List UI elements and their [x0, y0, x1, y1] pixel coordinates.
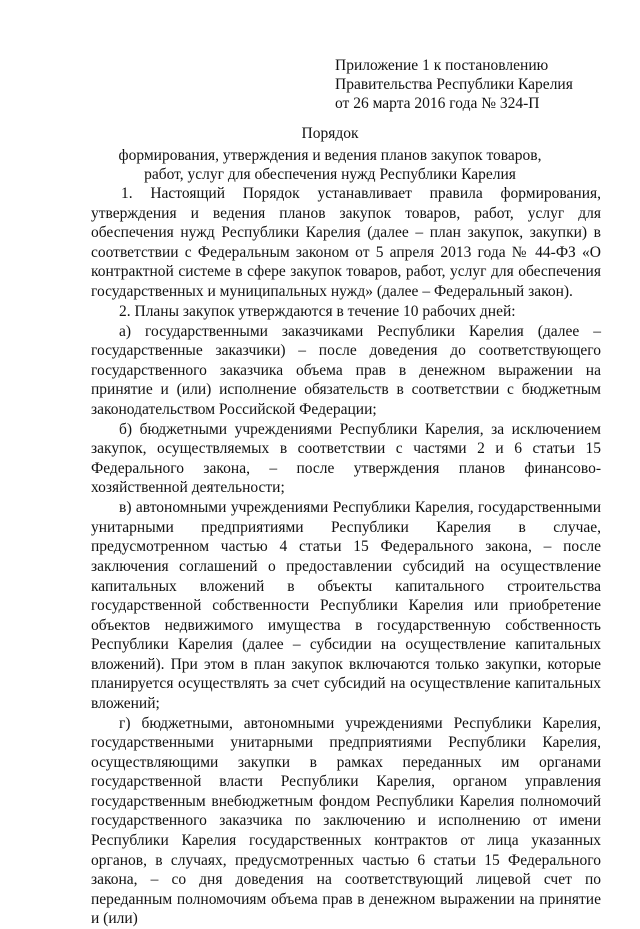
paragraph-2g: г) бюджетными, автономными учреждениями Республики Карелия, государственными унитарными предприятиями Республики Карелия, осуществляющими закупки в рамках переданных им органами государственной власти Республики Карелия, органом управления государственным внебюджетным фондом Республики Карелия полномочий государственного заказчика по заключению и исполнению от имени Республики Карелия государственных контрактов от лица указанных органов, в случаях, предусмотренных частью 6 статьи 15 Федерального закона, – со дня доведения на соответствующий лицевой счет по переданным полномочиям объема прав в денежном выражении на принятие и (или) — [91, 714, 601, 928]
paragraph-2: 2. Планы закупок утверждаются в течение 10 рабочих дней: — [119, 302, 516, 320]
paragraph-2a: а) государственными заказчиками Республики Карелия (далее – государственные заказчики) – после доведения до соответствующего государственного заказчика объема прав в денежном выражении на принятие и (или) исполнение обязательств в соответствии с бюджетным законодательством Российской Федерации; — [91, 322, 601, 418]
header-line-date: от 26 марта 2016 года № 324-П — [335, 95, 540, 112]
title-line-1: формирования, утверждения и ведения планов закупок товаров, — [118, 147, 542, 164]
paragraph-2v: в) автономными учреждениями Республики Карелия, государственными унитарными предприятиями Республики Карелия в случае, предусмотренном частью 4 статьи 15 Федерального закона, – после заключения соглашений о предоставлении субсидий на осуществление капитальных вложений в объекты капитального строительства государственной собственности Республики Карелия или приобретение объектов недвижимого имущества в государственную собственность Республики Карелия (далее – субсидии на осуществление капитальных вложений). При этом в план закупок включаются только закупки, которые планируется осуществлять за счет субсидий на осуществление капитальных вложений; — [91, 499, 601, 712]
paragraph-2b: б) бюджетными учреждениями Республики Карелия, за исключением закупок, осуществляемых в соответствии с частями 2 и 6 статьи 15 Федерального закона, – после утверждения планов финансово-хозяйственной деятельности; — [91, 420, 601, 497]
title-line-2: работ, услуг для обеспечения нужд Республики Карелия — [144, 166, 516, 183]
paragraph-1: 1. Настоящий Порядок устанавливает правила формирования, утверждения и ведения планов закупок товаров, работ, услуг для обеспечения нужд Республики Карелия (далее – план закупок, закупки) в соответствии с Федеральным законом от 5 апреля 2013 года № 44-ФЗ «О контрактной системе в сфере закупок товаров, работ, услуг для обеспечения государственных и муниципальных нужд» (далее – Федеральный закон). — [91, 185, 601, 300]
header-line-government: Правительства Республики Карелия — [335, 76, 573, 93]
document-title — [60, 124, 600, 184]
title-word: Порядок — [301, 125, 359, 142]
header-line-appendix: Приложение 1 к постановлению — [335, 57, 549, 74]
document-header — [335, 56, 625, 113]
document-body — [91, 184, 601, 929]
